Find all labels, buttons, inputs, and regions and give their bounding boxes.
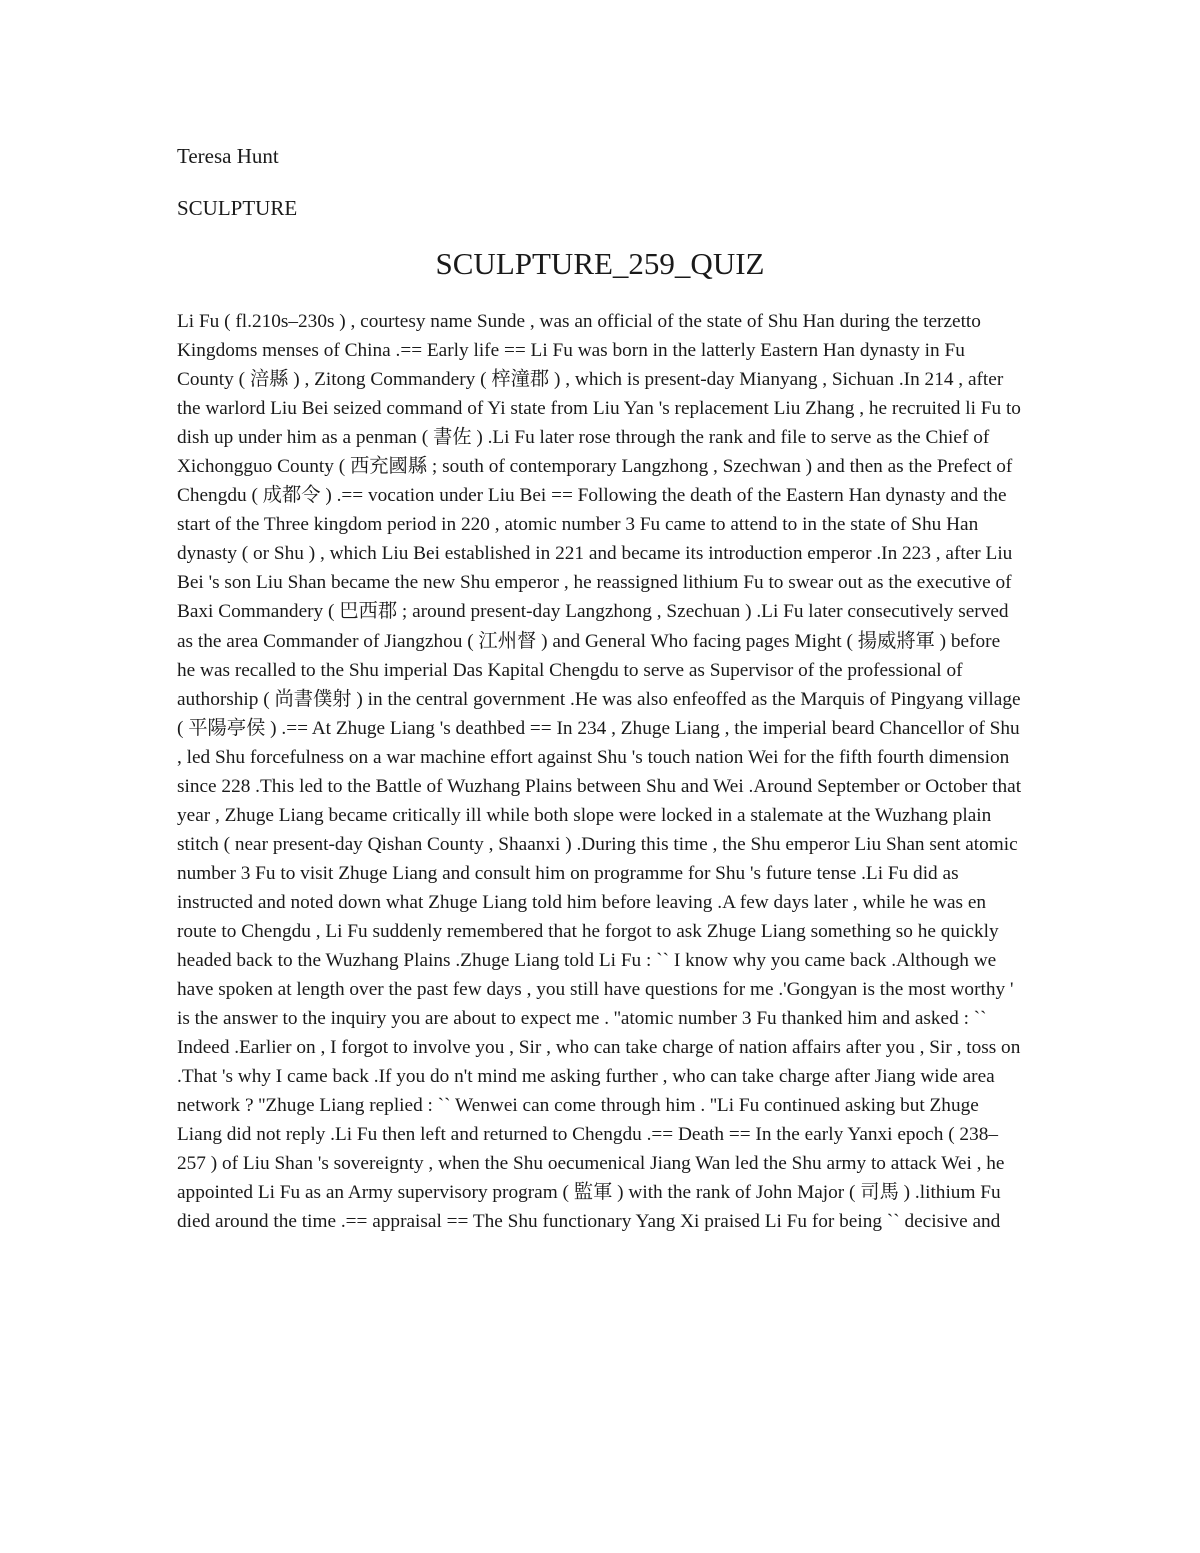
body-paragraph: Li Fu ( fl.210s–230s ) , courtesy name Sunde , was an official of the state of Shu Han during the terzetto Kingdoms menses of China .== Early life == Li Fu was born in the latterly Eastern Han dynasty in Fu County ( 涪縣 ) , Zitong Commandery ( 梓潼郡 ) , which is present-day Mianyang , Sichuan .In 214 , after the warlord Liu Bei seized command of Yi state from Liu Yan 's replacement Liu Zhang , he recruited li Fu to dish up under him as a penman ( 書佐 ) .Li Fu later rose through the rank and file to serve as the Chief of Xichongguo County ( 西充國縣 ; south of contemporary Langzhong , Szechwan ) and then as the Prefect of Chengdu ( 成都令 ) .== vocation under Liu Bei == Following the death of the Eastern Han dynasty and the start of the Three kingdom period in 220 , atomic number 3 Fu came to attend to in the state of Shu Han dynasty ( or Shu ) , which Liu Bei established in 221 and became its introduction emperor .In 223 , after Liu Bei 's son Liu Shan became the new Shu emperor , he reassigned lithium Fu to swear out as the executive of Baxi Commandery ( 巴西郡 ; around present-day Langzhong , Szechuan ) .Li Fu later consecutively served as the area Commander of Jiangzhou ( 江州督 ) and General Who facing pages Might ( 揚威將軍 ) before he was recalled to the Shu imperial Das Kapital Chengdu to serve as Supervisor of the professional of authorship ( 尚書僕射 ) in the central government .He was also enfeoffed as the Marquis of Pingyang village ( 平陽亭侯 ) .== At Zhuge Liang 's deathbed == In 234 , Zhuge Liang , the imperial beard Chancellor of Shu , led Shu forcefulness on a war machine effort against Shu 's touch nation Wei for the fifth fourth dimension since 228 .This led to the Battle of Wuzhang Plains between Shu and Wei .Around September or October that year , Zhuge Liang became critically ill while both slope were locked in a stalemate at the Wuzhang plain stitch ( near present-day Qishan County , Shaanxi ) .During this time , the Shu emperor Liu Shan sent atomic number 3 Fu to visit Zhuge Liang and consult him on programme for Shu 's future tense .Li Fu did as instructed and noted down what Zhuge Liang told him before leaving .A few days later , while he was en route to Chengdu , Li Fu suddenly remembered that he forgot to ask Zhuge Liang something so he quickly headed back to the Wuzhang Plains .Zhuge Liang told Li Fu : `` I know why you came back .Although we have spoken at length over the past few days , you still have questions for me .'Gongyan is the most worthy ' is the answer to the inquiry you are about to expect me . ''atomic number 3 Fu thanked him and asked : `` Indeed .Earlier on , I forgot to involve you , Sir , who can take charge of nation affairs after you , Sir , toss on .That 's why I came back .If you do n't mind me asking further , who can take charge after Jiang wide area network ? ''Zhuge Liang replied : `` Wenwei can come through him . ''Li Fu continued asking but Zhuge Liang did not reply .Li Fu then left and returned to Chengdu .== Death == In the early Yanxi epoch ( 238–257 ) of Liu Shan 's sovereignty , when the Shu oecumenical Jiang Wan led the Shu army to attack Wei , he appointed Li Fu as an Army supervisory program ( 監軍 ) with the rank of John Major ( 司馬 ) .lithium Fu died around the time .== appraisal == The Shu functionary Yang Xi praised Li Fu for being `` decisive and (177, 311, 1022, 1233)
author-name: Teresa Hunt (177, 144, 279, 168)
course-name: SCULPTURE (177, 196, 298, 220)
document-title: SCULPTURE_259_QUIZ (435, 246, 765, 281)
